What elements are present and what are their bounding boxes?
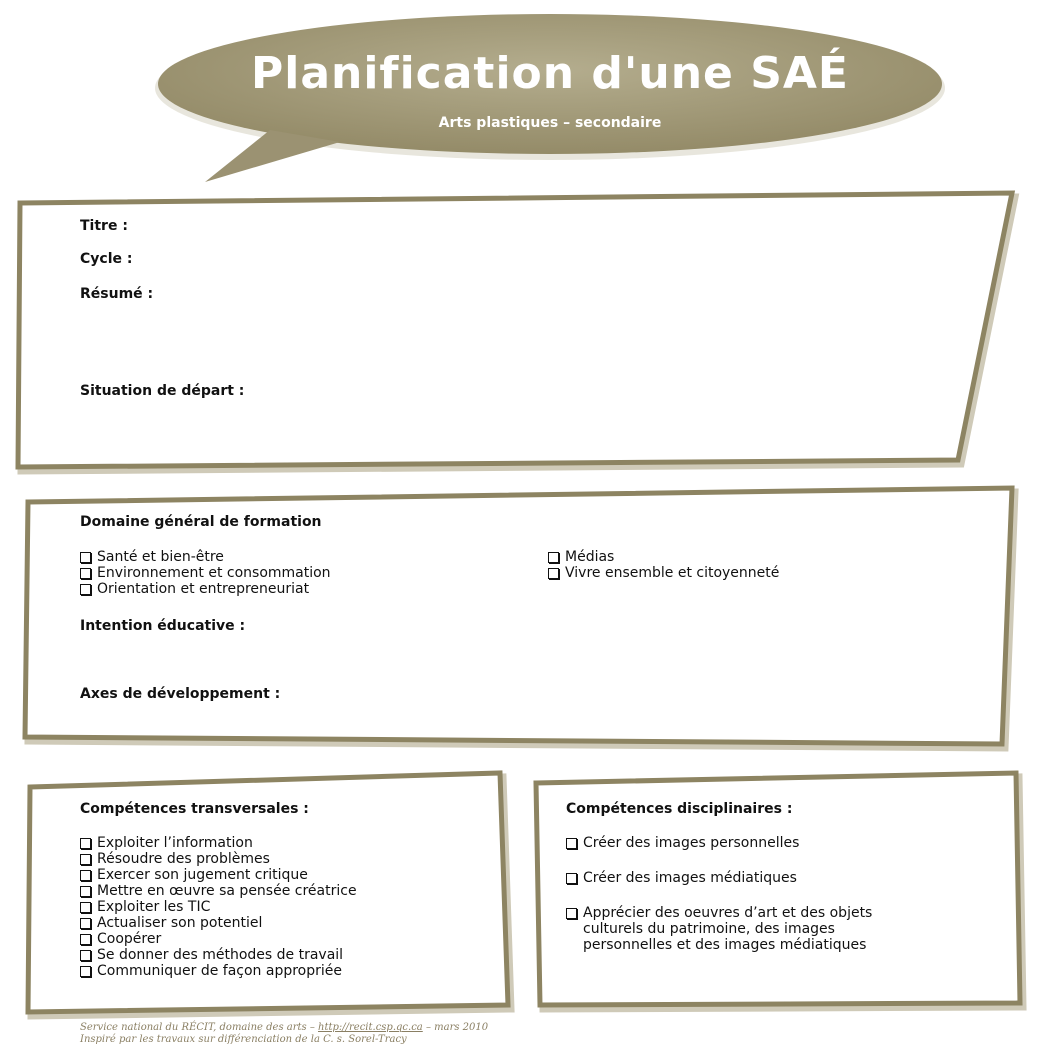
competency-item[interactable]: Apprécier des oeuvres d’art et des objets culturels du patrimoine, des images personnelles et des images médiatiques	[566, 905, 926, 953]
section-frame	[0, 185, 1050, 475]
checkbox[interactable]	[80, 966, 91, 977]
general-domain-section	[0, 480, 1050, 760]
competency-item[interactable]: Exploiter l’information	[80, 835, 357, 851]
footer-credits	[80, 1022, 488, 1046]
competency-item[interactable]: Mettre en œuvre sa pensée créatrice	[80, 883, 357, 899]
checkbox[interactable]	[80, 918, 91, 929]
competency-item[interactable]: Résoudre des problèmes	[80, 851, 357, 867]
competency-item[interactable]: Exercer son jugement critique	[80, 867, 357, 883]
title-label: Titre :	[80, 218, 128, 234]
transversal-heading: Compétences transversales :	[80, 801, 309, 817]
checkbox[interactable]	[80, 854, 91, 865]
checkbox[interactable]	[548, 568, 559, 579]
checkbox[interactable]	[80, 552, 91, 563]
checkbox[interactable]	[80, 950, 91, 961]
competency-item[interactable]: Actualiser son potentiel	[80, 915, 357, 931]
competency-item[interactable]: Se donner des méthodes de travail	[80, 947, 357, 963]
transversal-list	[80, 835, 357, 979]
checkbox[interactable]	[80, 584, 91, 595]
checkbox[interactable]	[80, 934, 91, 945]
checkbox[interactable]	[566, 908, 577, 919]
competency-item[interactable]: Coopérer	[80, 931, 357, 947]
cycle-label: Cycle :	[80, 251, 133, 267]
competency-item[interactable]: Créer des images médiatiques	[566, 870, 926, 886]
checkbox[interactable]	[80, 870, 91, 881]
competency-item[interactable]: Créer des images personnelles	[566, 835, 926, 851]
competency-item[interactable]: Communiquer de façon appropriée	[80, 963, 357, 979]
page-title: Planification d'une SAÉ	[251, 48, 849, 99]
development-axes-label: Axes de développement :	[80, 686, 281, 702]
disciplinary-list	[566, 835, 926, 972]
starting-situation-label: Situation de départ :	[80, 383, 245, 399]
checkbox[interactable]	[566, 873, 577, 884]
checkbox[interactable]	[80, 568, 91, 579]
domain-list-left	[80, 549, 331, 597]
checkbox[interactable]	[566, 838, 577, 849]
disciplinary-heading: Compétences disciplinaires :	[566, 801, 793, 817]
domain-list-right	[548, 549, 779, 581]
domain-item[interactable]: Environnement et consommation	[80, 565, 331, 581]
domain-item[interactable]: Médias	[548, 549, 779, 565]
domain-item[interactable]: Santé et bien-être	[80, 549, 331, 565]
transversal-competencies-section	[0, 765, 530, 1020]
footer-line-2: Inspiré par les travaux sur différenciation de la C. s. Sorel-Tracy	[80, 1034, 407, 1045]
domain-heading: Domaine général de formation	[80, 514, 322, 530]
competency-item[interactable]: Exploiter les TIC	[80, 899, 357, 915]
domain-item[interactable]: Vivre ensemble et citoyenneté	[548, 565, 779, 581]
recit-link[interactable]: http://recit.csp.qc.ca	[318, 1022, 423, 1033]
project-info-section	[0, 185, 1050, 475]
checkbox[interactable]	[80, 886, 91, 897]
disciplinary-competencies-section	[528, 765, 1050, 1020]
page-subtitle: Arts plastiques – secondaire	[438, 115, 662, 131]
title-bubble	[150, 10, 950, 185]
checkbox[interactable]	[80, 902, 91, 913]
checkbox[interactable]	[548, 552, 559, 563]
domain-item[interactable]: Orientation et entrepreneuriat	[80, 581, 331, 597]
checkbox[interactable]	[80, 838, 91, 849]
summary-label: Résumé :	[80, 286, 154, 302]
footer-line-1: Service national du RÉCIT, domaine des arts – http://recit.csp.qc.ca – mars 2010	[80, 1022, 489, 1033]
educational-intention-label: Intention éducative :	[80, 618, 246, 634]
